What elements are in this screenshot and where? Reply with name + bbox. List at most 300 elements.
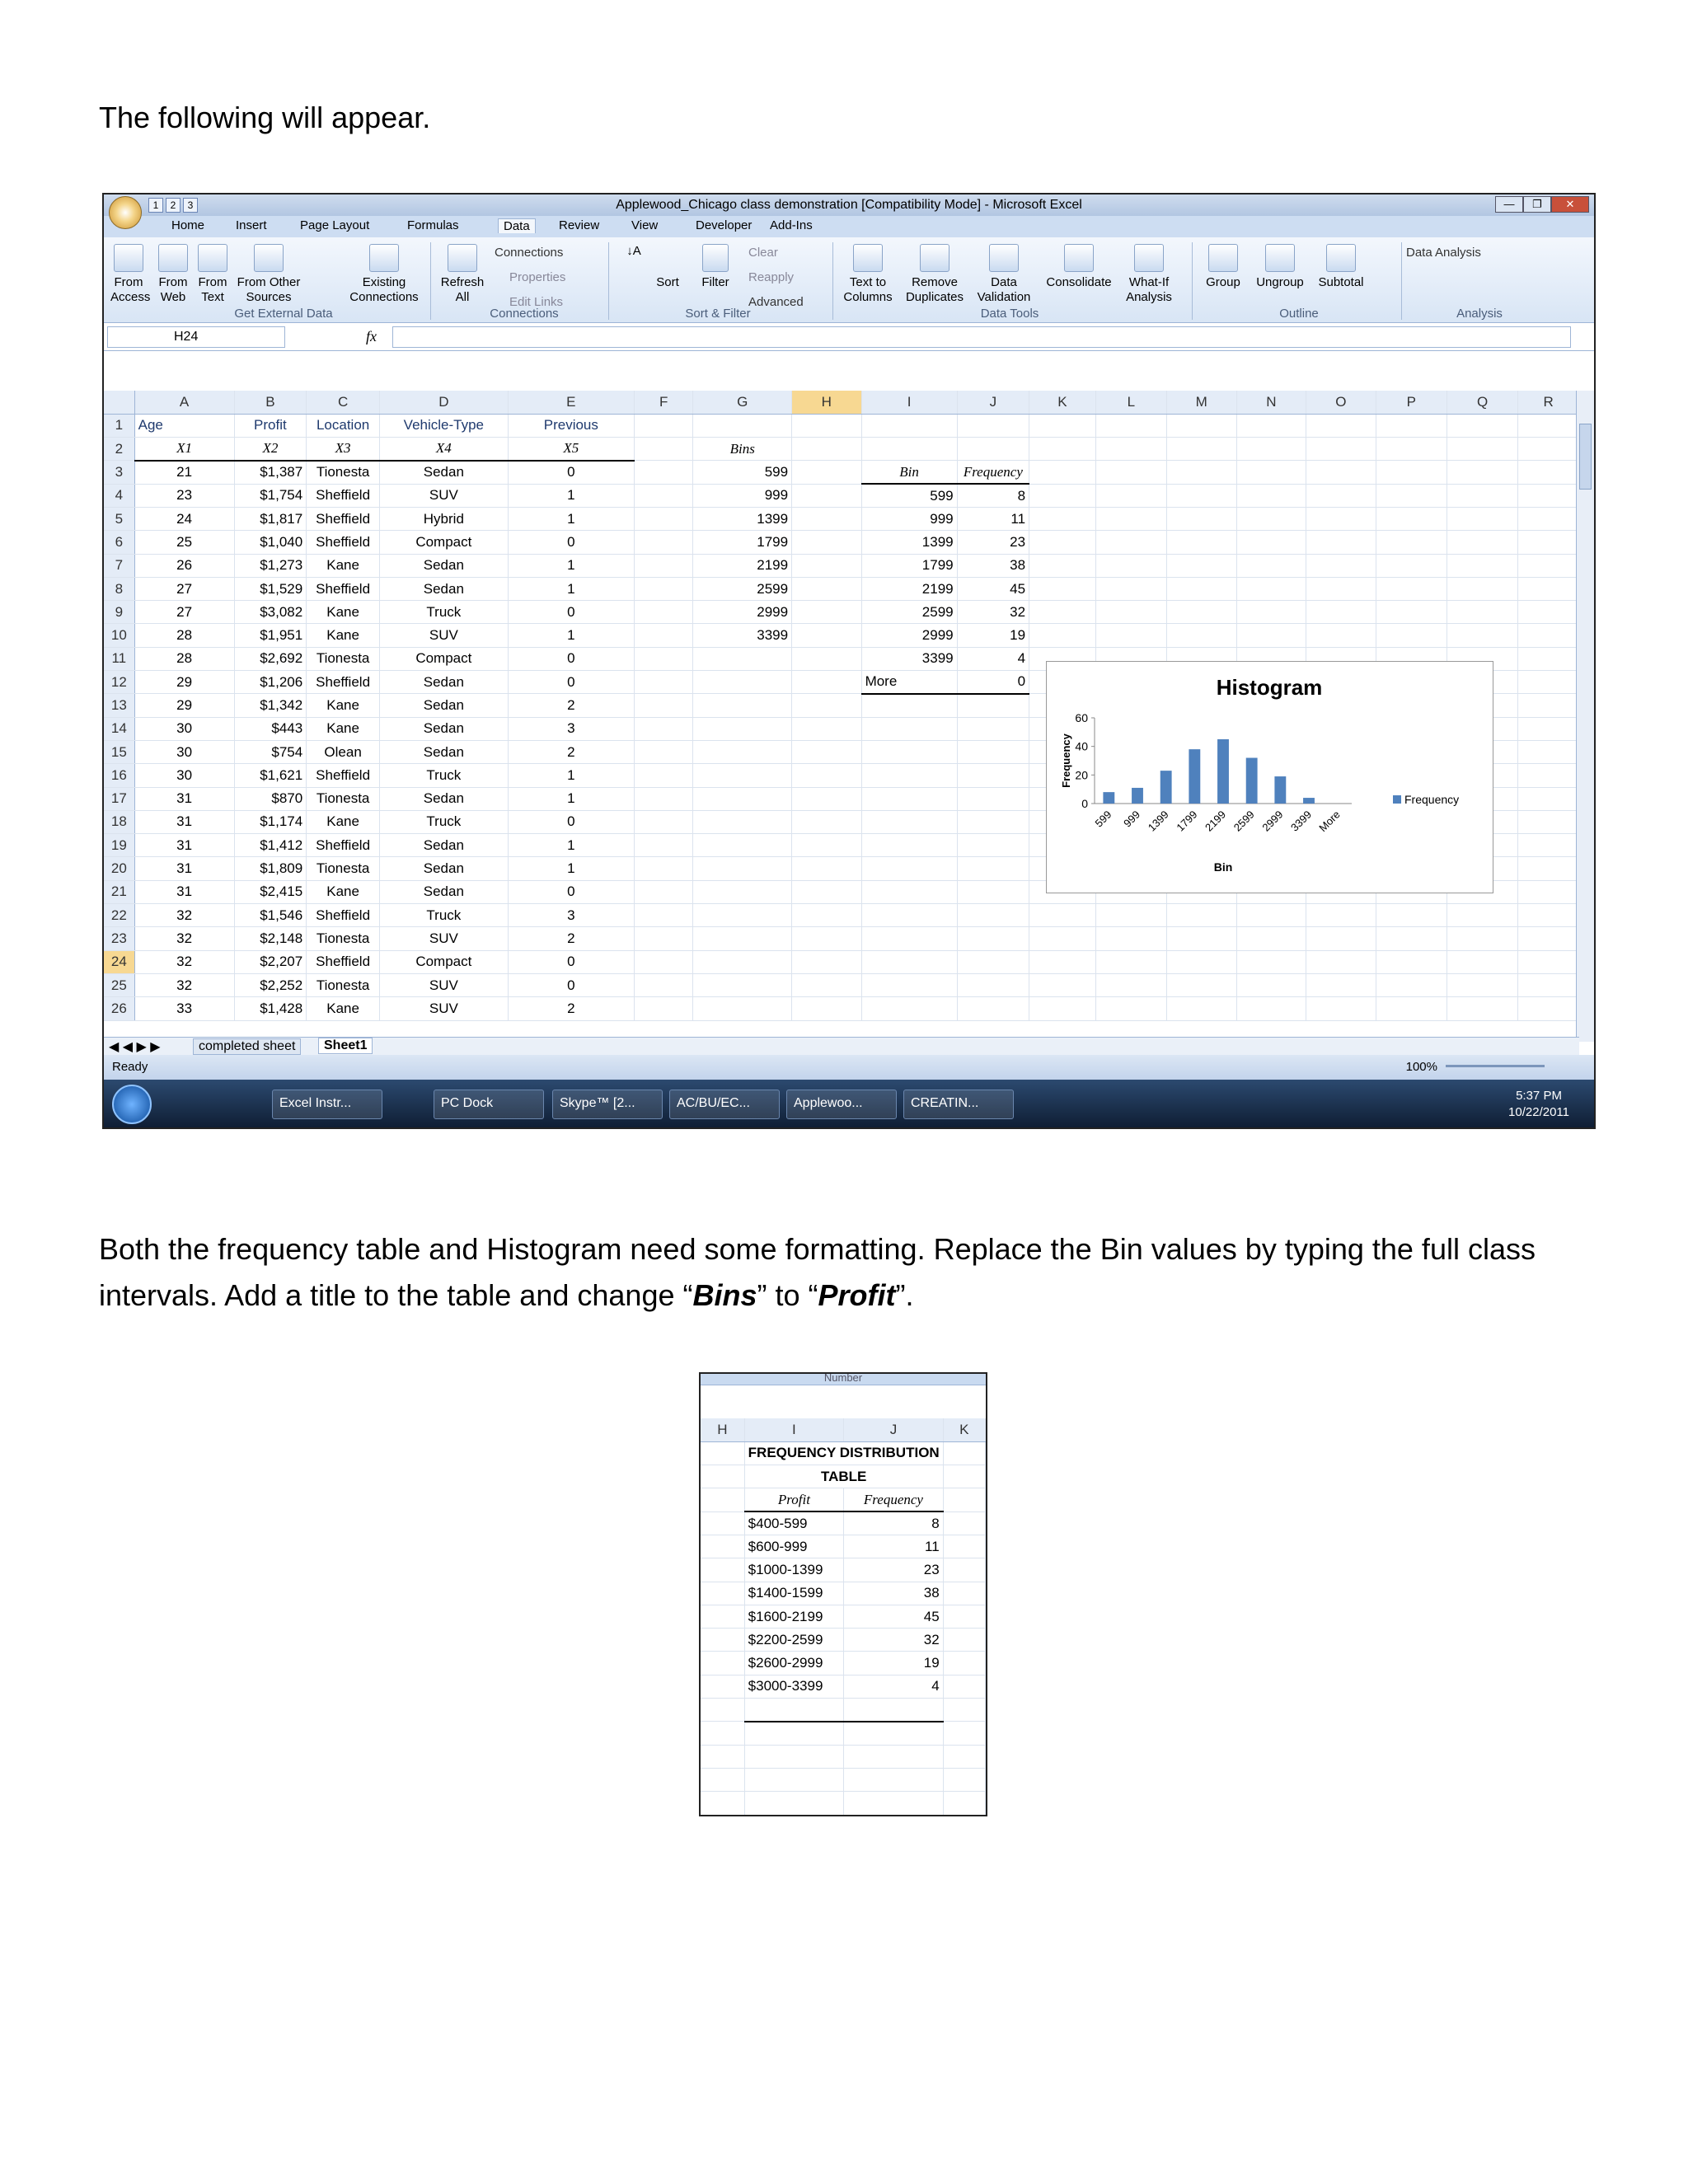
cell-p25[interactable] bbox=[1376, 973, 1447, 996]
cell-l24[interactable] bbox=[1095, 950, 1166, 973]
cell-l9[interactable] bbox=[1095, 601, 1166, 624]
data-validation-button[interactable] bbox=[971, 244, 1037, 305]
cell-k6[interactable] bbox=[1029, 531, 1096, 554]
cell-c12[interactable]: Sheffield bbox=[307, 671, 380, 694]
cell-f4[interactable] bbox=[634, 484, 692, 507]
cell-e3[interactable]: 0 bbox=[508, 461, 634, 484]
cell-j19[interactable] bbox=[957, 834, 1029, 857]
row-header-10[interactable]: 10 bbox=[104, 624, 134, 647]
cell-g2[interactable]: Bins bbox=[693, 438, 792, 461]
cell-c4[interactable]: Sheffield bbox=[307, 484, 380, 507]
cell-m3[interactable] bbox=[1166, 461, 1236, 484]
cell-j2[interactable] bbox=[957, 438, 1029, 461]
cell[interactable] bbox=[701, 1558, 744, 1582]
restore-icon[interactable]: ❐ bbox=[1523, 196, 1551, 213]
cell-r19[interactable] bbox=[1518, 834, 1579, 857]
class-frequency[interactable]: 11 bbox=[844, 1535, 944, 1558]
cell-k4[interactable] bbox=[1029, 484, 1096, 507]
cell-d6[interactable]: Compact bbox=[380, 531, 509, 554]
cell-c1[interactable]: Location bbox=[307, 414, 380, 437]
cell-a8[interactable]: 27 bbox=[134, 577, 234, 600]
cell-p26[interactable] bbox=[1376, 997, 1447, 1020]
cell[interactable] bbox=[943, 1792, 985, 1815]
cell-p22[interactable] bbox=[1376, 904, 1447, 927]
from-access-button[interactable] bbox=[110, 244, 151, 305]
cell-f1[interactable] bbox=[634, 414, 692, 437]
cell-k2[interactable] bbox=[1029, 438, 1096, 461]
cell-a25[interactable]: 32 bbox=[134, 973, 234, 996]
sort-az-icon[interactable]: ↓A bbox=[626, 244, 641, 258]
vertical-scrollbar[interactable] bbox=[1576, 391, 1594, 1042]
column-header-c[interactable]: C bbox=[307, 391, 380, 414]
cell-e26[interactable]: 2 bbox=[508, 997, 634, 1020]
cell-h11[interactable] bbox=[792, 647, 862, 670]
cell-o9[interactable] bbox=[1306, 601, 1376, 624]
cell-b8[interactable]: $1,529 bbox=[234, 577, 307, 600]
cell-k7[interactable] bbox=[1029, 554, 1096, 577]
cell-b26[interactable]: $1,428 bbox=[234, 997, 307, 1020]
cell-g24[interactable] bbox=[693, 950, 792, 973]
cell-o23[interactable] bbox=[1306, 927, 1376, 950]
cell-r4[interactable] bbox=[1518, 484, 1579, 507]
cell-d22[interactable]: Truck bbox=[380, 904, 509, 927]
cell-n22[interactable] bbox=[1236, 904, 1306, 927]
cell-m1[interactable] bbox=[1166, 414, 1236, 437]
cell-d19[interactable]: Sedan bbox=[380, 834, 509, 857]
cell-d16[interactable]: Truck bbox=[380, 764, 509, 787]
cell-a26[interactable]: 33 bbox=[134, 997, 234, 1020]
cell[interactable] bbox=[943, 1441, 985, 1465]
row-header-16[interactable]: 16 bbox=[104, 764, 134, 787]
cell-e10[interactable]: 1 bbox=[508, 624, 634, 647]
cell-f6[interactable] bbox=[634, 531, 692, 554]
cell-c9[interactable]: Kane bbox=[307, 601, 380, 624]
cell-h17[interactable] bbox=[792, 787, 862, 810]
cell-g3[interactable]: 599 bbox=[693, 461, 792, 484]
cell-c13[interactable]: Kane bbox=[307, 694, 380, 717]
cell-g7[interactable]: 2199 bbox=[693, 554, 792, 577]
tab-completed-sheet[interactable]: completed sheet bbox=[193, 1038, 301, 1055]
cell[interactable] bbox=[701, 1605, 744, 1628]
cell-e9[interactable]: 0 bbox=[508, 601, 634, 624]
cell-a3[interactable]: 21 bbox=[134, 461, 234, 484]
cell-j14[interactable] bbox=[957, 717, 1029, 740]
cell-q3[interactable] bbox=[1447, 461, 1517, 484]
taskbar-applewood[interactable]: Applewoo... bbox=[786, 1090, 897, 1119]
cell[interactable] bbox=[943, 1699, 985, 1722]
cell-e19[interactable]: 1 bbox=[508, 834, 634, 857]
row-header-26[interactable]: 26 bbox=[104, 997, 134, 1020]
column-header-g[interactable]: G bbox=[693, 391, 792, 414]
cell-j20[interactable] bbox=[957, 857, 1029, 880]
cell-f16[interactable] bbox=[634, 764, 692, 787]
cell-a18[interactable]: 31 bbox=[134, 810, 234, 833]
column-header-o[interactable]: O bbox=[1306, 391, 1376, 414]
tab-add-ins[interactable]: Add-Ins bbox=[770, 218, 813, 232]
cell-f20[interactable] bbox=[634, 857, 692, 880]
cell-r10[interactable] bbox=[1518, 624, 1579, 647]
cell-o8[interactable] bbox=[1306, 577, 1376, 600]
cell-q5[interactable] bbox=[1447, 507, 1517, 530]
cell-j18[interactable] bbox=[957, 810, 1029, 833]
cell-l8[interactable] bbox=[1095, 577, 1166, 600]
column-header-n[interactable]: N bbox=[1236, 391, 1306, 414]
cell-e21[interactable]: 0 bbox=[508, 880, 634, 903]
cell-k8[interactable] bbox=[1029, 577, 1096, 600]
from-web-button[interactable] bbox=[157, 244, 190, 305]
cell-m5[interactable] bbox=[1166, 507, 1236, 530]
class-frequency[interactable]: 38 bbox=[844, 1582, 944, 1605]
cell-a2[interactable]: X1 bbox=[134, 438, 234, 461]
qat-key-1[interactable]: 1 bbox=[148, 198, 163, 213]
cell-b5[interactable]: $1,817 bbox=[234, 507, 307, 530]
cell-d1[interactable]: Vehicle-Type bbox=[380, 414, 509, 437]
column-header-q[interactable]: Q bbox=[1447, 391, 1517, 414]
cell-a13[interactable]: 29 bbox=[134, 694, 234, 717]
from-text-button[interactable] bbox=[196, 244, 229, 305]
cell-e24[interactable]: 0 bbox=[508, 950, 634, 973]
cell-j17[interactable] bbox=[957, 787, 1029, 810]
row-header-9[interactable]: 9 bbox=[104, 601, 134, 624]
cell[interactable] bbox=[943, 1629, 985, 1652]
taskbar-skype[interactable]: Skype™ [2... bbox=[552, 1090, 663, 1119]
cell-i9[interactable]: 2599 bbox=[861, 601, 957, 624]
cell-d10[interactable]: SUV bbox=[380, 624, 509, 647]
cell-k24[interactable] bbox=[1029, 950, 1096, 973]
cell-o26[interactable] bbox=[1306, 997, 1376, 1020]
name-box[interactable]: H24 bbox=[107, 326, 285, 348]
table-header-profit[interactable]: Profit bbox=[744, 1488, 844, 1511]
cell-q26[interactable] bbox=[1447, 997, 1517, 1020]
cell-g13[interactable] bbox=[693, 694, 792, 717]
existing-connections-button[interactable] bbox=[343, 244, 425, 305]
cell-h14[interactable] bbox=[792, 717, 862, 740]
cell-d9[interactable]: Truck bbox=[380, 601, 509, 624]
cell-d3[interactable]: Sedan bbox=[380, 461, 509, 484]
cell-d26[interactable]: SUV bbox=[380, 997, 509, 1020]
cell-c10[interactable]: Kane bbox=[307, 624, 380, 647]
cell-g23[interactable] bbox=[693, 927, 792, 950]
column-header-b[interactable]: B bbox=[234, 391, 307, 414]
cell-i11[interactable]: 3399 bbox=[861, 647, 957, 670]
cell-b11[interactable]: $2,692 bbox=[234, 647, 307, 670]
cell[interactable] bbox=[744, 1722, 844, 1745]
column-header-l[interactable]: L bbox=[1095, 391, 1166, 414]
row-header-20[interactable]: 20 bbox=[104, 857, 134, 880]
cell-h24[interactable] bbox=[792, 950, 862, 973]
close-icon[interactable]: ✕ bbox=[1551, 196, 1589, 213]
cell-h23[interactable] bbox=[792, 927, 862, 950]
cell-r26[interactable] bbox=[1518, 997, 1579, 1020]
class-interval[interactable]: $1000-1399 bbox=[744, 1558, 844, 1582]
taskbar-creatin[interactable]: CREATIN... bbox=[903, 1090, 1014, 1119]
cell-d20[interactable]: Sedan bbox=[380, 857, 509, 880]
cell[interactable] bbox=[744, 1745, 844, 1768]
cell-h26[interactable] bbox=[792, 997, 862, 1020]
cell-k3[interactable] bbox=[1029, 461, 1096, 484]
cell-n1[interactable] bbox=[1236, 414, 1306, 437]
cell-m24[interactable] bbox=[1166, 950, 1236, 973]
cell-b12[interactable]: $1,206 bbox=[234, 671, 307, 694]
column-header-k[interactable]: K bbox=[1029, 391, 1096, 414]
cell-j8[interactable]: 45 bbox=[957, 577, 1029, 600]
cell-q10[interactable] bbox=[1447, 624, 1517, 647]
cell-f22[interactable] bbox=[634, 904, 692, 927]
cell-h21[interactable] bbox=[792, 880, 862, 903]
cell-l3[interactable] bbox=[1095, 461, 1166, 484]
system-clock[interactable] bbox=[1508, 1088, 1569, 1121]
cell[interactable] bbox=[701, 1582, 744, 1605]
cell-e5[interactable]: 1 bbox=[508, 507, 634, 530]
cell-c15[interactable]: Olean bbox=[307, 740, 380, 763]
cell[interactable] bbox=[701, 1699, 744, 1722]
cell-f17[interactable] bbox=[634, 787, 692, 810]
cell-a19[interactable]: 31 bbox=[134, 834, 234, 857]
cell-c18[interactable]: Kane bbox=[307, 810, 380, 833]
cell-c2[interactable]: X3 bbox=[307, 438, 380, 461]
column-header-i[interactable]: I bbox=[744, 1418, 844, 1441]
cell-e15[interactable]: 2 bbox=[508, 740, 634, 763]
cell-l26[interactable] bbox=[1095, 997, 1166, 1020]
cell-j13[interactable] bbox=[957, 694, 1029, 717]
cell-b13[interactable]: $1,342 bbox=[234, 694, 307, 717]
row-header-12[interactable]: 12 bbox=[104, 671, 134, 694]
cell[interactable] bbox=[943, 1558, 985, 1582]
scroll-thumb[interactable] bbox=[1579, 424, 1592, 490]
cell-f18[interactable] bbox=[634, 810, 692, 833]
cell[interactable] bbox=[701, 1652, 744, 1675]
cell-a22[interactable]: 32 bbox=[134, 904, 234, 927]
cell-j26[interactable] bbox=[957, 997, 1029, 1020]
cell-p3[interactable] bbox=[1376, 461, 1447, 484]
cell-c20[interactable]: Tionesta bbox=[307, 857, 380, 880]
cell-e16[interactable]: 1 bbox=[508, 764, 634, 787]
class-interval[interactable]: $2600-2999 bbox=[744, 1652, 844, 1675]
cell-h20[interactable] bbox=[792, 857, 862, 880]
cell-a17[interactable]: 31 bbox=[134, 787, 234, 810]
cell-l23[interactable] bbox=[1095, 927, 1166, 950]
cell-p10[interactable] bbox=[1376, 624, 1447, 647]
cell[interactable] bbox=[701, 1441, 744, 1465]
cell-l2[interactable] bbox=[1095, 438, 1166, 461]
cell-n3[interactable] bbox=[1236, 461, 1306, 484]
cell-n23[interactable] bbox=[1236, 927, 1306, 950]
cell-l1[interactable] bbox=[1095, 414, 1166, 437]
cell-i3[interactable]: Bin bbox=[861, 461, 957, 484]
cell-i14[interactable] bbox=[861, 717, 957, 740]
cell-n10[interactable] bbox=[1236, 624, 1306, 647]
cell-f19[interactable] bbox=[634, 834, 692, 857]
refresh-all-button[interactable] bbox=[438, 244, 486, 305]
cell-f10[interactable] bbox=[634, 624, 692, 647]
cell-g6[interactable]: 1799 bbox=[693, 531, 792, 554]
cell-b25[interactable]: $2,252 bbox=[234, 973, 307, 996]
column-header-k[interactable]: K bbox=[943, 1418, 985, 1441]
cell-h2[interactable] bbox=[792, 438, 862, 461]
cell-q6[interactable] bbox=[1447, 531, 1517, 554]
cell-f7[interactable] bbox=[634, 554, 692, 577]
row-header-1[interactable]: 1 bbox=[104, 414, 134, 437]
class-interval[interactable]: $2200-2599 bbox=[744, 1629, 844, 1652]
cell-e18[interactable]: 0 bbox=[508, 810, 634, 833]
cell-f23[interactable] bbox=[634, 927, 692, 950]
cell-i12[interactable]: More bbox=[861, 671, 957, 694]
cell-j4[interactable]: 8 bbox=[957, 484, 1029, 507]
cell-h13[interactable] bbox=[792, 694, 862, 717]
cell[interactable] bbox=[701, 1629, 744, 1652]
cell-l6[interactable] bbox=[1095, 531, 1166, 554]
what-if-button[interactable] bbox=[1118, 244, 1180, 305]
remove-duplicates-button[interactable] bbox=[902, 244, 968, 305]
cell-p8[interactable] bbox=[1376, 577, 1447, 600]
cell-g15[interactable] bbox=[693, 740, 792, 763]
cell[interactable] bbox=[943, 1465, 985, 1488]
column-header-i[interactable]: I bbox=[861, 391, 957, 414]
column-header-h[interactable]: H bbox=[792, 391, 862, 414]
cell[interactable] bbox=[744, 1699, 844, 1722]
cell-o5[interactable] bbox=[1306, 507, 1376, 530]
cell-k1[interactable] bbox=[1029, 414, 1096, 437]
cell-a21[interactable]: 31 bbox=[134, 880, 234, 903]
cell-i25[interactable] bbox=[861, 973, 957, 996]
cell-j15[interactable] bbox=[957, 740, 1029, 763]
cell-g21[interactable] bbox=[693, 880, 792, 903]
cell-l4[interactable] bbox=[1095, 484, 1166, 507]
cell-e14[interactable]: 3 bbox=[508, 717, 634, 740]
cell-b22[interactable]: $1,546 bbox=[234, 904, 307, 927]
minimize-icon[interactable]: — bbox=[1495, 196, 1523, 213]
cell-h6[interactable] bbox=[792, 531, 862, 554]
zoom-slider[interactable] bbox=[1446, 1065, 1545, 1067]
cell-f14[interactable] bbox=[634, 717, 692, 740]
cell-b10[interactable]: $1,951 bbox=[234, 624, 307, 647]
column-header-f[interactable]: F bbox=[634, 391, 692, 414]
cell-g11[interactable] bbox=[693, 647, 792, 670]
row-header-11[interactable]: 11 bbox=[104, 647, 134, 670]
class-interval[interactable]: $3000-3399 bbox=[744, 1675, 844, 1698]
cell-i20[interactable] bbox=[861, 857, 957, 880]
class-interval[interactable]: $1400-1599 bbox=[744, 1582, 844, 1605]
cell-c17[interactable]: Tionesta bbox=[307, 787, 380, 810]
column-header-m[interactable]: M bbox=[1166, 391, 1236, 414]
cell-p9[interactable] bbox=[1376, 601, 1447, 624]
cell-q2[interactable] bbox=[1447, 438, 1517, 461]
class-frequency[interactable]: 8 bbox=[844, 1511, 944, 1535]
cell-c8[interactable]: Sheffield bbox=[307, 577, 380, 600]
cell-b18[interactable]: $1,174 bbox=[234, 810, 307, 833]
cell-j7[interactable]: 38 bbox=[957, 554, 1029, 577]
cell-c5[interactable]: Sheffield bbox=[307, 507, 380, 530]
taskbar-excel-instr[interactable]: Excel Instr... bbox=[272, 1090, 382, 1119]
row-header-2[interactable]: 2 bbox=[104, 438, 134, 461]
cell-p7[interactable] bbox=[1376, 554, 1447, 577]
cell-l10[interactable] bbox=[1095, 624, 1166, 647]
cell-q9[interactable] bbox=[1447, 601, 1517, 624]
cell[interactable] bbox=[943, 1605, 985, 1628]
cell-o6[interactable] bbox=[1306, 531, 1376, 554]
cell-j1[interactable] bbox=[957, 414, 1029, 437]
cell-j21[interactable] bbox=[957, 880, 1029, 903]
cell-a24[interactable]: 32 bbox=[134, 950, 234, 973]
cell-e7[interactable]: 1 bbox=[508, 554, 634, 577]
cell-b7[interactable]: $1,273 bbox=[234, 554, 307, 577]
table-header-frequency[interactable]: Frequency bbox=[844, 1488, 944, 1511]
cell-c22[interactable]: Sheffield bbox=[307, 904, 380, 927]
cell-m4[interactable] bbox=[1166, 484, 1236, 507]
cell-f13[interactable] bbox=[634, 694, 692, 717]
cell-r25[interactable] bbox=[1518, 973, 1579, 996]
cell-b4[interactable]: $1,754 bbox=[234, 484, 307, 507]
cell-g14[interactable] bbox=[693, 717, 792, 740]
cell[interactable] bbox=[844, 1722, 944, 1745]
cell-m7[interactable] bbox=[1166, 554, 1236, 577]
sheet-nav-arrows-icon[interactable]: ◀ ◀ ▶ ▶ bbox=[109, 1040, 161, 1054]
from-other-sources-button[interactable] bbox=[234, 244, 303, 305]
cell-n8[interactable] bbox=[1236, 577, 1306, 600]
cell-o25[interactable] bbox=[1306, 973, 1376, 996]
cell-h1[interactable] bbox=[792, 414, 862, 437]
cell-d18[interactable]: Truck bbox=[380, 810, 509, 833]
cell-g8[interactable]: 2599 bbox=[693, 577, 792, 600]
cell-a16[interactable]: 30 bbox=[134, 764, 234, 787]
cell-h12[interactable] bbox=[792, 671, 862, 694]
cell-j22[interactable] bbox=[957, 904, 1029, 927]
row-header-21[interactable]: 21 bbox=[104, 880, 134, 903]
cell-q4[interactable] bbox=[1447, 484, 1517, 507]
cell-q23[interactable] bbox=[1447, 927, 1517, 950]
cell-i10[interactable]: 2999 bbox=[861, 624, 957, 647]
cell-m10[interactable] bbox=[1166, 624, 1236, 647]
cell-q24[interactable] bbox=[1447, 950, 1517, 973]
cell[interactable] bbox=[744, 1792, 844, 1815]
zoom-level[interactable]: 100% bbox=[1405, 1060, 1437, 1074]
tab-home[interactable]: Home bbox=[171, 218, 205, 232]
cell-a11[interactable]: 28 bbox=[134, 647, 234, 670]
cell-p1[interactable] bbox=[1376, 414, 1447, 437]
cell[interactable] bbox=[701, 1511, 744, 1535]
cell-h22[interactable] bbox=[792, 904, 862, 927]
cell[interactable] bbox=[943, 1652, 985, 1675]
tab-review[interactable]: Review bbox=[559, 218, 600, 232]
cell-g4[interactable]: 999 bbox=[693, 484, 792, 507]
row-header-7[interactable]: 7 bbox=[104, 554, 134, 577]
consolidate-button[interactable] bbox=[1042, 244, 1116, 290]
cell-a10[interactable]: 28 bbox=[134, 624, 234, 647]
cell-a23[interactable]: 32 bbox=[134, 927, 234, 950]
cell-g5[interactable]: 1399 bbox=[693, 507, 792, 530]
row-header-5[interactable]: 5 bbox=[104, 507, 134, 530]
taskbar-pc-dock[interactable]: PC Dock bbox=[434, 1090, 544, 1119]
column-header-e[interactable]: E bbox=[508, 391, 634, 414]
cell-e8[interactable]: 1 bbox=[508, 577, 634, 600]
cell-l22[interactable] bbox=[1095, 904, 1166, 927]
cell-m26[interactable] bbox=[1166, 997, 1236, 1020]
cell-h16[interactable] bbox=[792, 764, 862, 787]
cell-c21[interactable]: Kane bbox=[307, 880, 380, 903]
cell-k5[interactable] bbox=[1029, 507, 1096, 530]
cell[interactable] bbox=[701, 1675, 744, 1698]
cell-c24[interactable]: Sheffield bbox=[307, 950, 380, 973]
tab-view[interactable]: View bbox=[631, 218, 659, 232]
cell-j3[interactable]: Frequency bbox=[957, 461, 1029, 484]
cell-i15[interactable] bbox=[861, 740, 957, 763]
advanced-button[interactable]: Advanced bbox=[748, 295, 804, 309]
cell-p4[interactable] bbox=[1376, 484, 1447, 507]
row-header-24[interactable]: 24 bbox=[104, 950, 134, 973]
cell-r18[interactable] bbox=[1518, 810, 1579, 833]
cell-f12[interactable] bbox=[634, 671, 692, 694]
cell-n9[interactable] bbox=[1236, 601, 1306, 624]
